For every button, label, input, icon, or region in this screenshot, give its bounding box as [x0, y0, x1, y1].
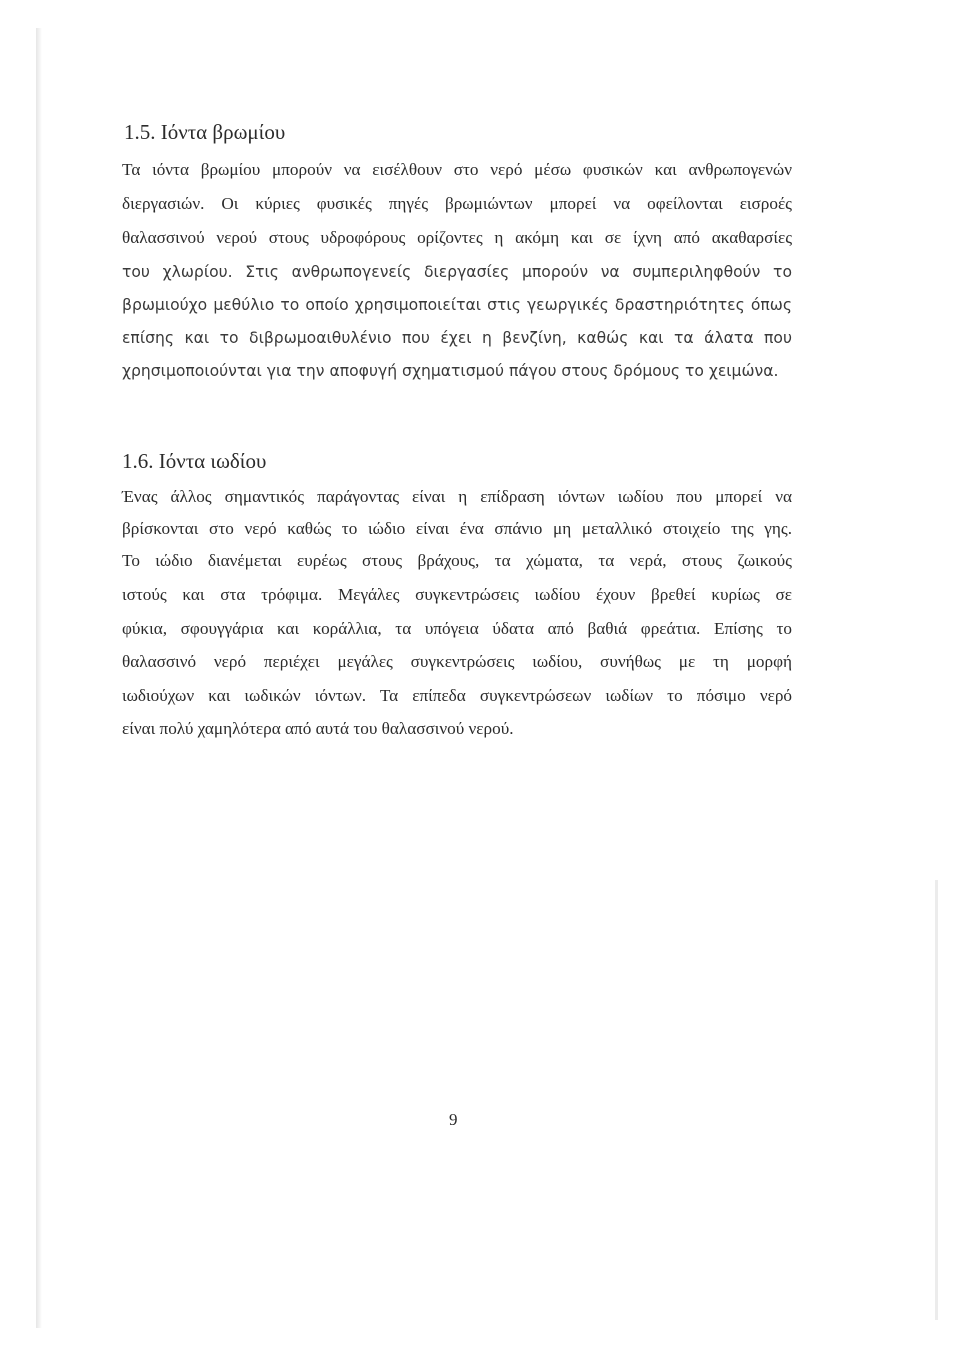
paragraph-line: ιωδιούχων και ιωδικών ιόντων. Τα επίπεδα συγκεντρώσεων ιωδίων το πόσιμο νερό [122, 686, 792, 705]
paragraph-line: διεργασιών. Οι κύριες φυσικές πηγές βρωμιώντων μπορεί να οφείλονται εισροές [122, 194, 792, 213]
paragraph-line: του χλωρίου. Στις ανθρωπογενείς διεργασίες μπορούν να συμπεριληφθούν το [122, 263, 792, 281]
paragraph-line: βρίσκονται στο νερό καθώς το ιώδιο είναι ένα σπάνιο μη μεταλλικό στοιχείο της γης. [122, 519, 792, 538]
paragraph-line: είναι πολύ χαμηλότερα από αυτά του θαλασσινού νερού. [122, 719, 514, 738]
page-number: 9 [449, 1110, 458, 1129]
paragraph-line: θαλασσινό νερό περιέχει μεγάλες συγκεντρώσεις ιωδίου, συνήθως με τη μορφή [122, 652, 792, 671]
paragraph-line: χρησιμοποιούνται για την αποφυγή σχηματισμού πάγου στους δρόμους το χειμώνα. [122, 362, 779, 380]
paragraph-line: Τα ιόντα βρωμίου μπορούν να εισέλθουν στο νερό μέσω φυσικών και ανθρωπογενών [122, 160, 792, 179]
paragraph-line: θαλασσινού νερού στους υδροφόρους ορίζοντες η ακόμη και σε ίχνη από ακαθαρσίες [122, 228, 792, 247]
scan-shadow-right [935, 880, 938, 1320]
paragraph-line: ιστούς και στα τρόφιμα. Μεγάλες συγκεντρώσεις ιωδίου έχουν βρεθεί κυρίως σε [122, 585, 792, 604]
paragraph-line: φύκια, σφουγγάρια και κοράλλια, τα υπόγεια ύδατα από βαθιά φρεάτια. Επίσης το [122, 619, 792, 638]
paragraph-line: Το ιώδιο διανέμεται ευρέως στους βράχους, τα χώματα, τα νερά, στους ζωικούς [122, 551, 792, 570]
paragraph-line: επίσης και το διβρωμοαιθυλένιο που έχει η βενζίνη, καθώς και τα άλατα που [122, 329, 792, 347]
section-heading-bromide: 1.5. Ιόντα βρωμίου [124, 120, 286, 144]
paragraph-line: βρωμιούχο μεθύλιο το οποίο χρησιμοποιείται στις γεωργικές δραστηριότητες όπως [122, 296, 792, 314]
section-heading-iodide: 1.6. Ιόντα ιωδίου [122, 449, 267, 473]
paragraph-line: Ένας άλλος σημαντικός παράγοντας είναι η επίδραση ιόντων ιωδίου που μπορεί να [122, 487, 792, 506]
scan-shadow-left [36, 28, 42, 1328]
